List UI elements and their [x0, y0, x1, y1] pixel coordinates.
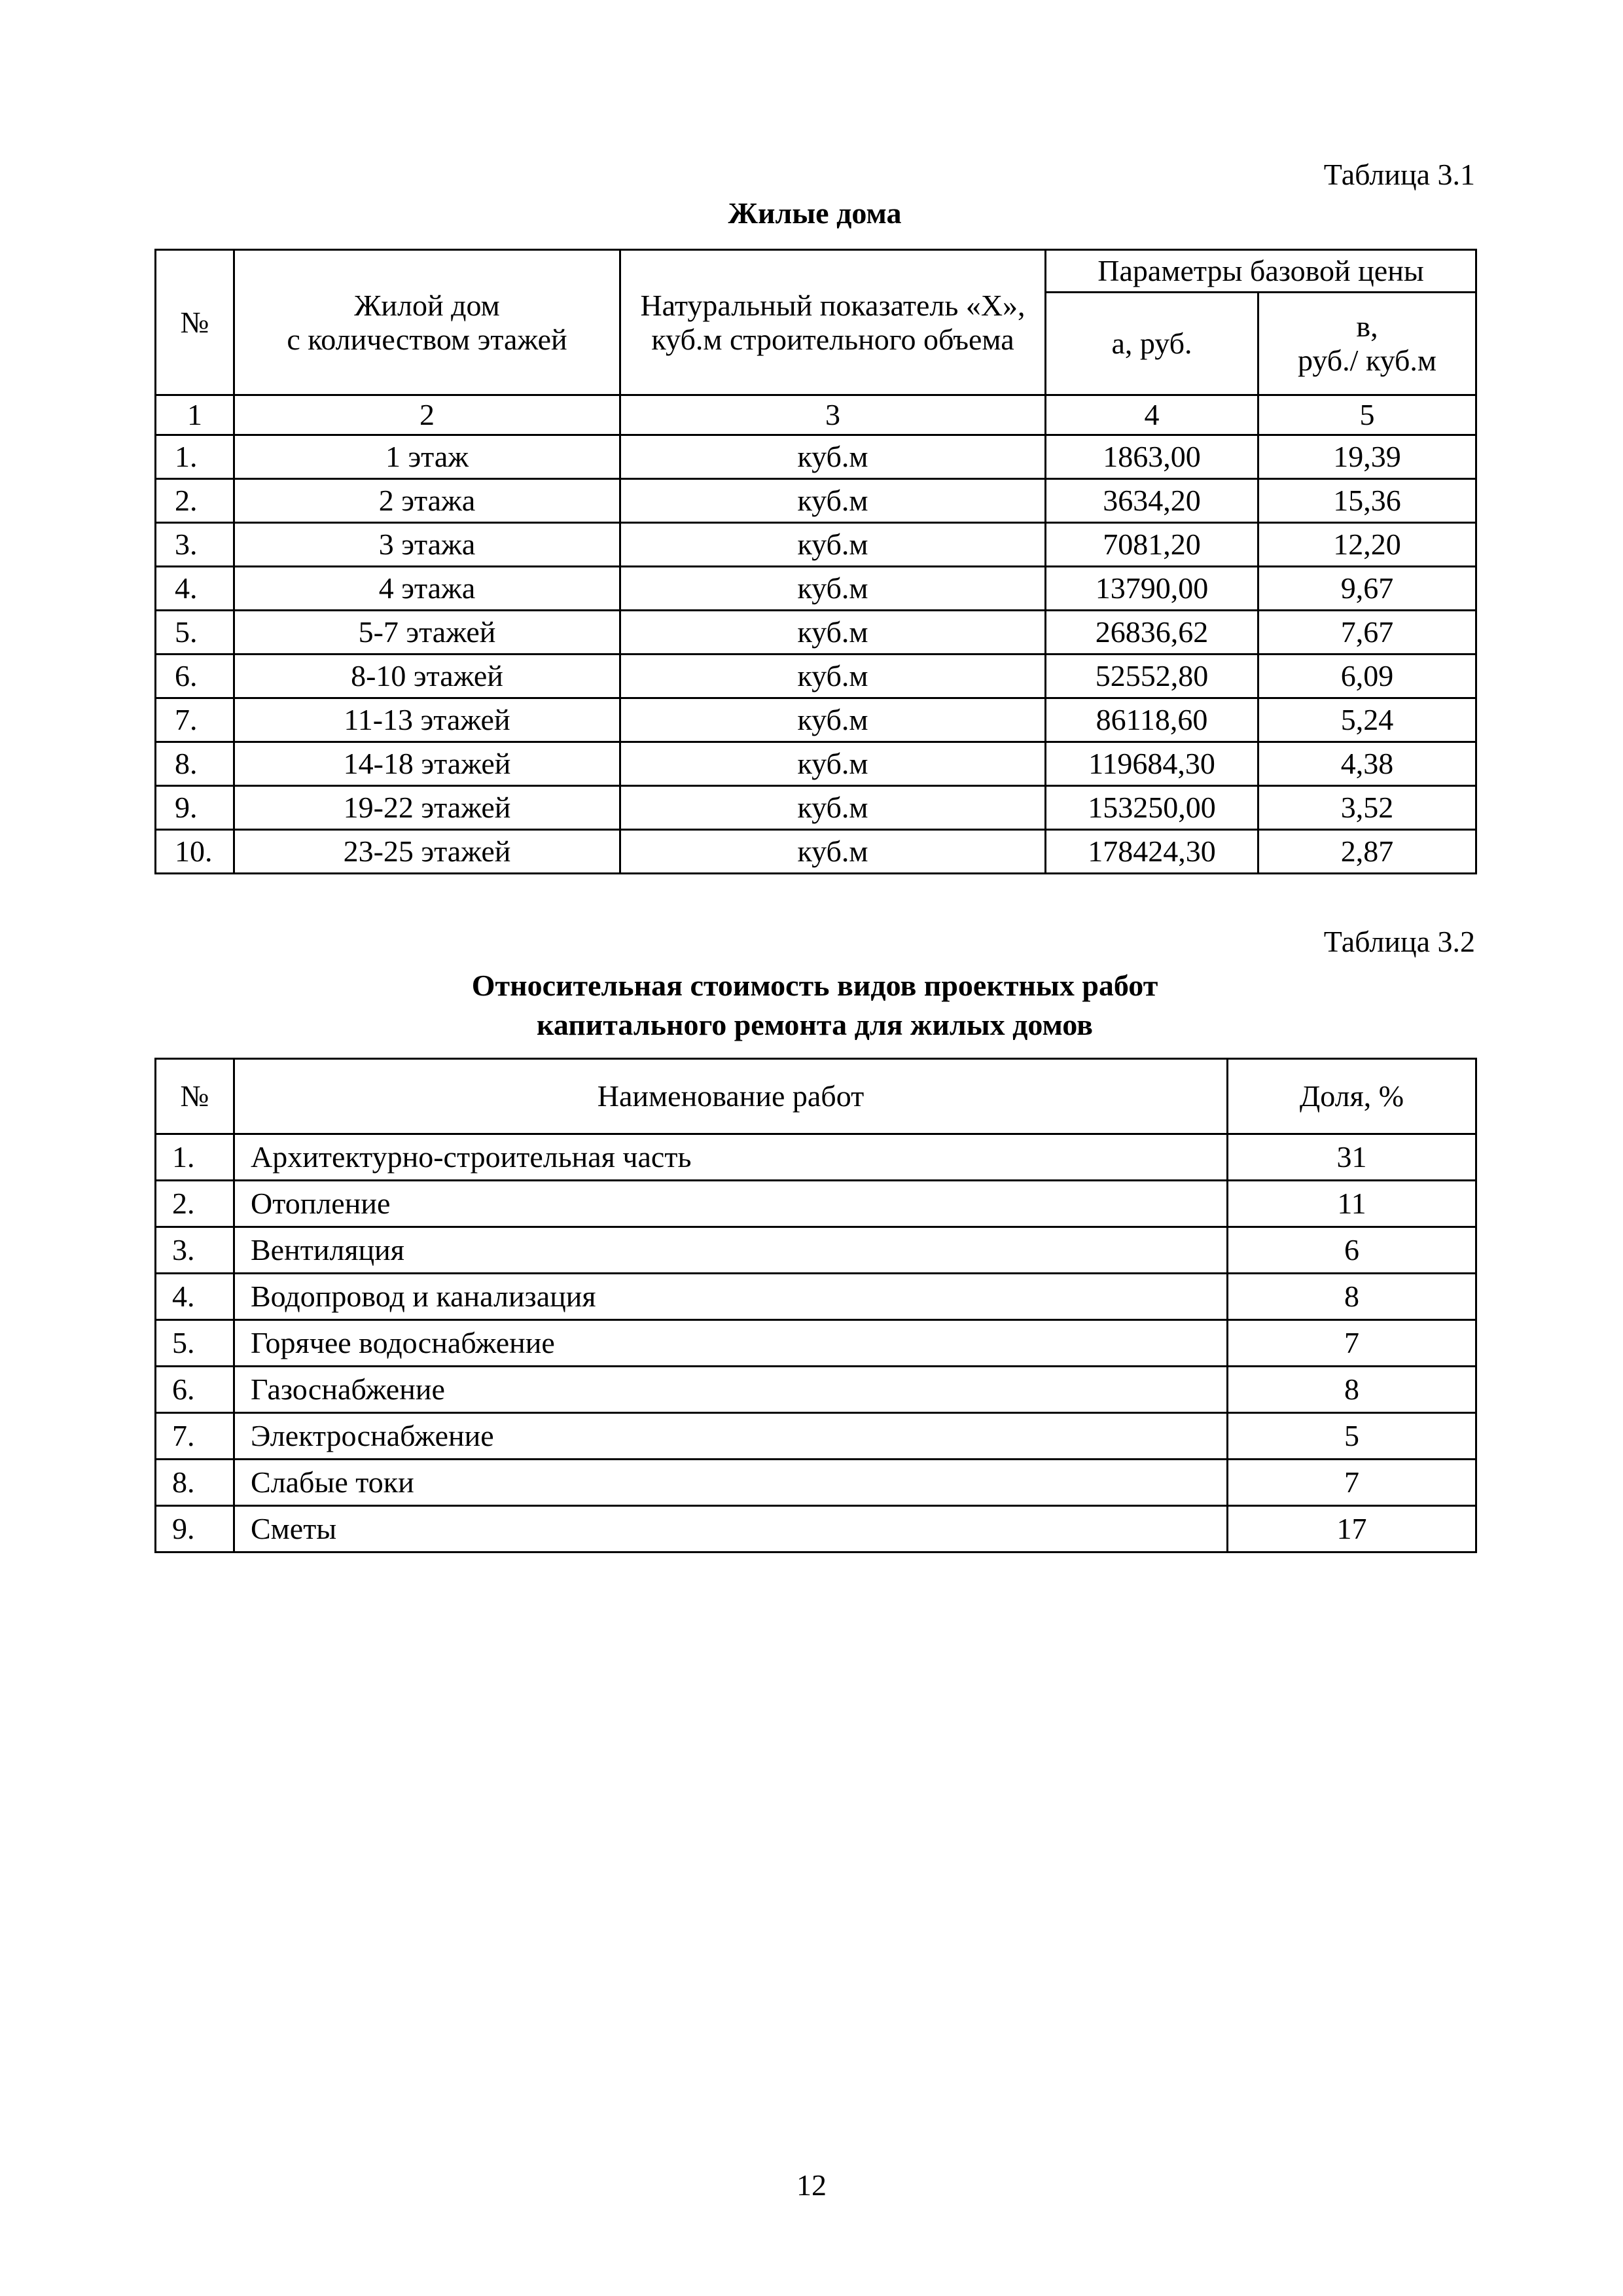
row-b: 7,67	[1258, 611, 1476, 655]
row-name: Электроснабжение	[234, 1413, 1228, 1460]
table1-header-indicator-line1: Натуральный показатель «Х»,	[640, 288, 1026, 322]
row-share: 8	[1228, 1274, 1476, 1320]
row-number: 8.	[156, 1460, 234, 1506]
table-row	[156, 1181, 1476, 1227]
row-b: 19,39	[1258, 435, 1476, 479]
table2-title-line2: капитального ремонта для жилых домов	[537, 1008, 1093, 1041]
row-share: 31	[1228, 1134, 1476, 1181]
row-number: 5.	[156, 611, 234, 655]
row-number: 10.	[156, 830, 234, 874]
row-name: Вентиляция	[234, 1227, 1228, 1274]
row-b: 6,09	[1258, 655, 1476, 698]
table-row	[156, 479, 1476, 523]
row-b: 4,38	[1258, 742, 1476, 786]
table1-header-house-line2: с количеством этажей	[287, 322, 567, 356]
row-unit: куб.м	[620, 611, 1046, 655]
table1-header-b	[1258, 293, 1476, 395]
row-share: 6	[1228, 1227, 1476, 1274]
row-number: 2.	[156, 1181, 234, 1227]
row-share: 17	[1228, 1506, 1476, 1552]
row-a: 178424,30	[1046, 830, 1258, 874]
row-number: 3.	[156, 523, 234, 567]
row-unit: куб.м	[620, 655, 1046, 698]
row-house: 4 этажа	[234, 567, 620, 611]
row-number: 9.	[156, 786, 234, 830]
row-unit: куб.м	[620, 435, 1046, 479]
row-a: 7081,20	[1046, 523, 1258, 567]
row-house: 3 этажа	[234, 523, 620, 567]
table1-header-a: а, руб.	[1046, 293, 1258, 395]
table-row	[156, 1134, 1476, 1181]
row-name: Водопровод и канализация	[234, 1274, 1228, 1320]
row-b: 15,36	[1258, 479, 1476, 523]
row-share: 7	[1228, 1320, 1476, 1367]
row-b: 9,67	[1258, 567, 1476, 611]
row-house: 23-25 этажей	[234, 830, 620, 874]
row-number: 2.	[156, 479, 234, 523]
table-row	[156, 1460, 1476, 1506]
table2-title-line1: Относительная стоимость видов проектных работ	[471, 969, 1158, 1002]
row-house: 14-18 этажей	[234, 742, 620, 786]
row-unit: куб.м	[620, 523, 1046, 567]
table1-header-house	[234, 250, 620, 395]
row-number: 6.	[156, 1367, 234, 1413]
table2-relative-cost	[154, 1058, 1477, 1553]
table-row	[156, 1274, 1476, 1320]
row-share: 11	[1228, 1181, 1476, 1227]
row-share: 5	[1228, 1413, 1476, 1460]
table1-header-params: Параметры базовой цены	[1046, 250, 1476, 293]
row-b: 2,87	[1258, 830, 1476, 874]
row-b: 12,20	[1258, 523, 1476, 567]
row-name: Слабые токи	[234, 1460, 1228, 1506]
table1-header-b-line1: в,	[1356, 310, 1378, 343]
row-number: 3.	[156, 1227, 234, 1274]
table1-colnum: 1	[156, 395, 234, 435]
row-house: 8-10 этажей	[234, 655, 620, 698]
table2-header-name: Наименование работ	[234, 1059, 1228, 1134]
table1-column-numbers	[156, 395, 1476, 435]
table1-colnum: 2	[234, 395, 620, 435]
table-row	[156, 523, 1476, 567]
row-a: 1863,00	[1046, 435, 1258, 479]
row-number: 5.	[156, 1320, 234, 1367]
row-unit: куб.м	[620, 479, 1046, 523]
table-row	[156, 786, 1476, 830]
row-a: 13790,00	[1046, 567, 1258, 611]
table2-title	[154, 966, 1475, 1045]
row-house: 5-7 этажей	[234, 611, 620, 655]
row-name: Сметы	[234, 1506, 1228, 1552]
row-unit: куб.м	[620, 830, 1046, 874]
row-a: 3634,20	[1046, 479, 1258, 523]
table1-residential-houses	[154, 249, 1477, 874]
table1-header-indicator	[620, 250, 1046, 395]
table1-header-indicator-line2: куб.м строительного объема	[651, 322, 1014, 356]
row-name: Горячее водоснабжение	[234, 1320, 1228, 1367]
table-row	[156, 1367, 1476, 1413]
row-number: 7.	[156, 698, 234, 742]
table-row	[156, 742, 1476, 786]
table-row	[156, 567, 1476, 611]
table1-caption: Таблица 3.1	[1323, 158, 1475, 191]
row-a: 86118,60	[1046, 698, 1258, 742]
row-share: 7	[1228, 1460, 1476, 1506]
row-number: 1.	[156, 1134, 234, 1181]
row-number: 4.	[156, 1274, 234, 1320]
row-a: 153250,00	[1046, 786, 1258, 830]
table-row	[156, 1227, 1476, 1274]
table1-header-b-line2: руб./ куб.м	[1297, 344, 1437, 377]
row-number: 9.	[156, 1506, 234, 1552]
row-number: 6.	[156, 655, 234, 698]
row-house: 1 этаж	[234, 435, 620, 479]
table-row	[156, 830, 1476, 874]
row-house: 2 этажа	[234, 479, 620, 523]
row-a: 52552,80	[1046, 655, 1258, 698]
table1-header-no: №	[156, 250, 234, 395]
row-number: 8.	[156, 742, 234, 786]
row-b: 5,24	[1258, 698, 1476, 742]
table-row	[156, 655, 1476, 698]
row-a: 26836,62	[1046, 611, 1258, 655]
table2-header-no: №	[156, 1059, 234, 1134]
row-number: 4.	[156, 567, 234, 611]
table1-title: Жилые дома	[728, 196, 902, 230]
table-row	[156, 1506, 1476, 1552]
table1-colnum: 3	[620, 395, 1046, 435]
page-number: 12	[796, 2168, 827, 2202]
table1-header-house-line1: Жилой дом	[354, 288, 500, 322]
row-unit: куб.м	[620, 567, 1046, 611]
row-unit: куб.м	[620, 698, 1046, 742]
row-unit: куб.м	[620, 786, 1046, 830]
row-name: Газоснабжение	[234, 1367, 1228, 1413]
row-number: 7.	[156, 1413, 234, 1460]
table-row	[156, 1320, 1476, 1367]
row-name: Отопление	[234, 1181, 1228, 1227]
row-house: 19-22 этажей	[234, 786, 620, 830]
table2-caption: Таблица 3.2	[1323, 925, 1475, 958]
row-number: 1.	[156, 435, 234, 479]
table-row	[156, 698, 1476, 742]
row-a: 119684,30	[1046, 742, 1258, 786]
row-share: 8	[1228, 1367, 1476, 1413]
table-row	[156, 611, 1476, 655]
row-b: 3,52	[1258, 786, 1476, 830]
table-row	[156, 1413, 1476, 1460]
table1-colnum: 5	[1258, 395, 1476, 435]
table1-colnum: 4	[1046, 395, 1258, 435]
row-unit: куб.м	[620, 742, 1046, 786]
row-house: 11-13 этажей	[234, 698, 620, 742]
table-row	[156, 435, 1476, 479]
row-name: Архитектурно-строительная часть	[234, 1134, 1228, 1181]
table2-header-share: Доля, %	[1228, 1059, 1476, 1134]
